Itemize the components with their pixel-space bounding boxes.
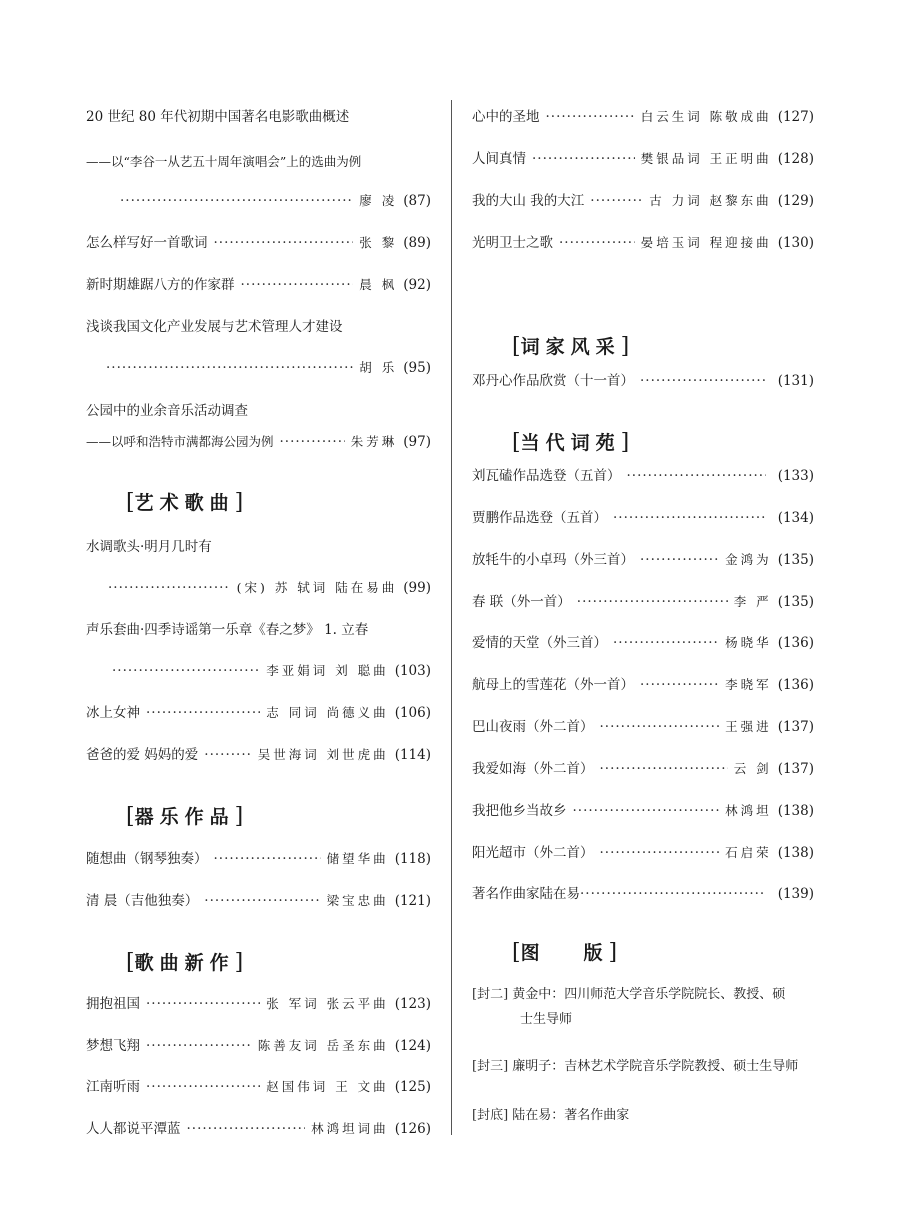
entry-title: 梦想飞翔 — [86, 1038, 140, 1054]
entry-page: (130) — [777, 235, 814, 251]
entry-page: (129) — [777, 193, 814, 209]
section-heading-art-songs: [艺术歌曲] — [126, 490, 244, 515]
plate-caption — [472, 1054, 814, 1079]
entry-page: (114) — [394, 747, 431, 763]
toc-entry[interactable] — [86, 234, 431, 252]
dot-leader — [146, 704, 260, 722]
entry-title: 新时期雄踞八方的作家群 — [86, 277, 235, 293]
toc-entry-leader[interactable] — [106, 662, 431, 680]
toc-entry[interactable] — [86, 276, 431, 294]
toc-entry[interactable] — [472, 593, 814, 611]
entry-title: 冰上女神 — [86, 705, 140, 721]
toc-entry[interactable] — [86, 621, 431, 639]
entry-page: (92) — [403, 277, 431, 293]
entry-title: 清 晨（吉他独奏） — [86, 893, 199, 909]
entry-subtitle: ——以“李谷一从艺五十周年演唱会”上的选曲为例 — [86, 154, 362, 169]
toc-entry[interactable] — [472, 372, 814, 390]
toc-entry[interactable] — [86, 1037, 431, 1055]
dot-leader — [112, 662, 260, 680]
entry-author: 古 力词 赵黎东曲 — [649, 193, 772, 208]
toc-entry[interactable] — [472, 760, 814, 778]
toc-entry-leader[interactable] — [114, 192, 431, 210]
section-heading-instrumental: [器乐作品] — [126, 804, 244, 829]
toc-entry[interactable] — [472, 234, 814, 252]
section-heading-contemporary: [当代词苑] — [512, 430, 630, 455]
dot-leader — [146, 995, 260, 1013]
entry-author: 晨 枫 — [359, 277, 398, 292]
toc-entry[interactable] — [86, 746, 431, 764]
dot-leader — [640, 372, 766, 390]
dot-leader — [640, 676, 719, 694]
dot-leader — [613, 509, 766, 527]
entry-title: 爱情的天堂（外三首） — [472, 635, 607, 651]
toc-entry[interactable] — [472, 509, 814, 527]
toc-entry[interactable] — [86, 1078, 431, 1096]
entry-page: (138) — [777, 803, 814, 819]
toc-entry[interactable] — [472, 150, 814, 168]
dot-leader — [600, 718, 720, 736]
entry-title: 我爱如海（外二首） — [472, 761, 594, 777]
toc-entry[interactable] — [86, 108, 431, 126]
entry-author: 杨晓华 — [725, 635, 772, 650]
entry-page: (125) — [394, 1079, 431, 1095]
plate-tag: [封三] — [472, 1059, 509, 1074]
toc-entry-leader[interactable] — [100, 359, 431, 377]
entry-page: (89) — [403, 235, 431, 251]
entry-author: 吴世海词 刘世虎曲 — [257, 747, 389, 762]
toc-entry[interactable] — [86, 402, 431, 420]
entry-title: 声乐套曲·四季诗谣第一乐章《春之梦》 1. 立春 — [86, 622, 369, 638]
dot-leader — [532, 150, 635, 168]
entry-title: 爸爸的爱 妈妈的爱 — [86, 747, 199, 763]
entry-author: 梁宝忠曲 — [326, 893, 389, 908]
entry-author: 金鸿为 — [725, 552, 772, 567]
entry-author: 李 严 — [733, 594, 772, 609]
entry-title: 我的大山 我的大江 — [472, 193, 585, 209]
dot-leader — [241, 276, 354, 294]
entry-title: 20 世纪 80 年代初期中国著名电影歌曲概述 — [86, 109, 350, 125]
entry-author: 白云生词 陈敬成曲 — [640, 109, 772, 124]
entry-page: (136) — [777, 677, 814, 693]
plate-tag: [封二] — [472, 987, 509, 1002]
entry-author: 志 同词 尚德义曲 — [266, 705, 389, 720]
entry-page: (118) — [394, 851, 431, 867]
entry-page: (135) — [777, 552, 814, 568]
entry-author: 王强进 — [725, 719, 772, 734]
section-heading-plates: [图 版] — [512, 940, 618, 965]
toc-entry[interactable] — [472, 885, 814, 903]
entry-page: (127) — [777, 109, 814, 125]
entry-page: (121) — [394, 893, 431, 909]
dot-leader — [600, 844, 720, 862]
entry-title: 巴山夜雨（外二首） — [472, 719, 594, 735]
plate-caption — [472, 982, 814, 1032]
entry-title: 怎么样写好一首歌词 — [86, 235, 208, 251]
toc-entry[interactable] — [86, 995, 431, 1013]
plate-text: 黄金中：四川师范大学音乐学院院长、教授、硕 — [512, 987, 786, 1002]
dot-leader — [580, 885, 766, 903]
dot-leader — [600, 760, 728, 778]
toc-entry[interactable] — [472, 844, 814, 862]
entry-author: 储望华曲 — [326, 851, 389, 866]
toc-entry[interactable] — [472, 634, 814, 652]
entry-author: (宋) 苏 轼词 陆在易曲 — [236, 580, 398, 595]
entry-author: 胡 乐 — [359, 360, 398, 375]
entry-author: 廖 凌 — [359, 193, 398, 208]
entry-author: 李晓军 — [725, 677, 772, 692]
dot-leader — [577, 593, 728, 611]
entry-author: 李亚娟词 刘 聪曲 — [266, 663, 389, 678]
entry-title: 邓丹心作品欣赏（十一首） — [472, 373, 634, 389]
dot-leader — [214, 234, 354, 252]
section-heading-lyricists: [词家风采] — [512, 334, 630, 359]
entry-page: (137) — [777, 761, 814, 777]
entry-title: 放牦牛的小卓玛（外三首） — [472, 552, 634, 568]
dot-leader — [106, 359, 353, 377]
toc-entry[interactable] — [86, 892, 431, 910]
entry-page: (95) — [403, 360, 431, 376]
entry-page: (106) — [394, 705, 431, 721]
section-heading-new-songs: [歌曲新作] — [126, 950, 244, 975]
entry-title: 人人都说平潭蓝 — [86, 1121, 181, 1137]
dot-leader — [146, 1078, 260, 1096]
entry-author: 赵国伟词 王 文曲 — [266, 1079, 389, 1094]
toc-entry[interactable] — [86, 1120, 431, 1138]
entry-author: 林鸿坦 — [725, 803, 772, 818]
entry-title: 随想曲（钢琴独奏） — [86, 851, 208, 867]
entry-page: (136) — [777, 635, 814, 651]
entry-title: 心中的圣地 — [472, 109, 540, 125]
entry-page: (128) — [777, 151, 814, 167]
entry-title: 人间真情 — [472, 151, 526, 167]
entry-title: 著名作曲家陆在易 — [472, 886, 580, 902]
entry-page: (87) — [403, 193, 431, 209]
dot-leader — [280, 433, 345, 451]
plate-caption — [472, 1103, 814, 1128]
entry-page: (133) — [777, 468, 814, 484]
entry-title: 阳光超市（外二首） — [472, 845, 594, 861]
dot-leader — [108, 579, 231, 597]
entry-title: 拥抱祖国 — [86, 996, 140, 1012]
entry-title: 公园中的业余音乐活动调查 — [86, 403, 248, 419]
entry-title: 浅谈我国文化产业发展与艺术管理人才建设 — [86, 319, 343, 335]
entry-title: 贾鹏作品选登（五首） — [472, 510, 607, 526]
entry-page: (139) — [777, 886, 814, 902]
toc-entry[interactable] — [472, 192, 814, 210]
entry-title: 水调歌头·明月几时有 — [86, 539, 212, 555]
dot-leader — [627, 467, 766, 485]
entry-page: (99) — [403, 580, 431, 596]
plate-text: 廉明子：吉林艺术学院音乐学院教授、硕士生导师 — [512, 1059, 799, 1074]
toc-entry-leader[interactable] — [86, 433, 431, 451]
dot-leader — [187, 1120, 306, 1138]
entry-page: (137) — [777, 719, 814, 735]
entry-title: 航母上的雪莲花（外一首） — [472, 677, 634, 693]
entry-page: (123) — [394, 996, 431, 1012]
toc-entry[interactable] — [472, 718, 814, 736]
entry-title: 春 联（外一首） — [472, 594, 571, 610]
entry-title: 刘瓦磕作品选登（五首） — [472, 468, 621, 484]
toc-entry-leader[interactable] — [102, 579, 431, 597]
dot-leader — [146, 1037, 252, 1055]
entry-author: 张 军词 张云平曲 — [266, 996, 389, 1011]
plate-text: 陆在易：著名作曲家 — [512, 1108, 630, 1123]
toc-entry[interactable] — [86, 850, 431, 868]
entry-title: 我把他乡当故乡 — [472, 803, 567, 819]
toc-entry[interactable] — [86, 538, 431, 556]
dot-leader — [573, 802, 720, 820]
entry-page: (124) — [394, 1038, 431, 1054]
dot-leader — [204, 892, 320, 910]
entry-author: 云 剑 — [733, 761, 772, 776]
entry-author: 陈善友词 岳圣东曲 — [257, 1038, 389, 1053]
entry-title: 光明卫士之歌 — [472, 235, 553, 251]
plate-tag: [封底] — [472, 1108, 509, 1123]
toc-entry[interactable] — [472, 108, 814, 126]
toc-entry[interactable] — [86, 704, 431, 722]
dot-leader — [546, 108, 635, 126]
dot-leader — [613, 634, 719, 652]
entry-author: 石启荣 — [725, 845, 772, 860]
toc-entry[interactable] — [472, 676, 814, 694]
entry-page: (138) — [777, 845, 814, 861]
plate-text-cont: 士生导师 — [520, 1012, 573, 1027]
dot-leader — [590, 192, 643, 210]
column-divider — [451, 100, 452, 1135]
toc-entry[interactable] — [472, 467, 814, 485]
toc-entry[interactable] — [86, 318, 431, 336]
dot-leader — [559, 234, 635, 252]
entry-page: (131) — [777, 373, 814, 389]
entry-page: (103) — [394, 663, 431, 679]
dot-leader — [120, 192, 353, 210]
toc-entry[interactable] — [472, 551, 814, 569]
entry-author: 晏培玉词 程迎接曲 — [640, 235, 772, 250]
dot-leader — [204, 746, 251, 764]
entry-author: 樊银品词 王正明曲 — [640, 151, 772, 166]
dot-leader — [640, 551, 719, 569]
entry-author: 张 黎 — [359, 235, 398, 250]
entry-author: 朱芳琳 — [350, 434, 398, 449]
entry-page: (126) — [394, 1121, 431, 1137]
entry-subtitle: ——以呼和浩特市满都海公园为例 — [86, 434, 274, 449]
entry-page: (134) — [777, 510, 814, 526]
entry-page: (135) — [777, 594, 814, 610]
entry-author: 林鸿坦词曲 — [311, 1121, 389, 1136]
entry-title: 江南听雨 — [86, 1079, 140, 1095]
entry-page: (97) — [403, 434, 431, 450]
toc-entry[interactable] — [472, 802, 814, 820]
dot-leader — [214, 850, 321, 868]
